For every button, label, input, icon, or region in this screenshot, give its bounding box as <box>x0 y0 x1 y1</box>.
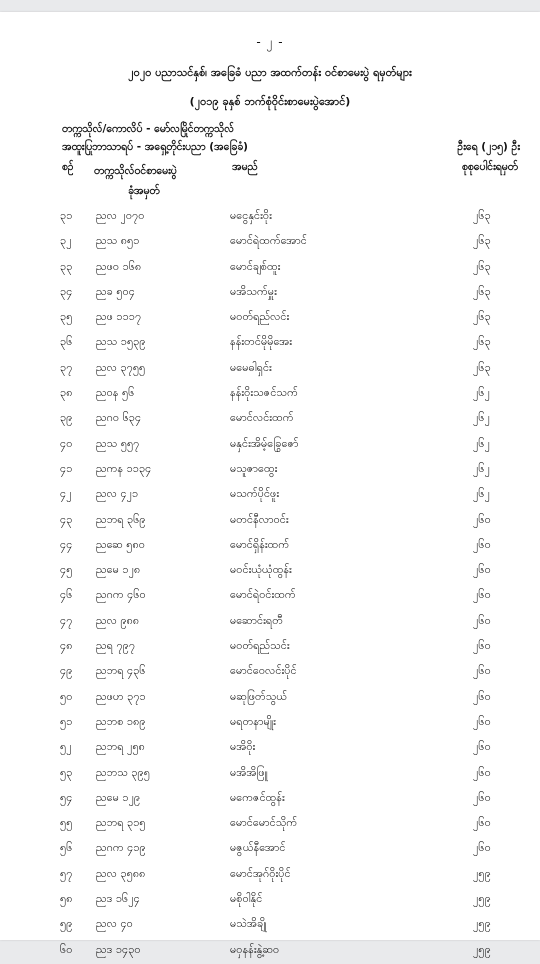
table-row <box>0 762 540 787</box>
serial-cell: ၅၅ <box>60 816 73 830</box>
serial-cell: ၆၀ <box>60 942 73 956</box>
header-roll-line2: ခုံအမှတ် <box>128 185 160 197</box>
serial-cell: ၄၃ <box>60 512 73 526</box>
name-cell: မောင်ရဲထက်အောင် <box>230 234 307 248</box>
serial-cell: ၃၄ <box>60 284 73 298</box>
serial-cell: ၅၆ <box>60 841 73 855</box>
serial-cell: ၄၀ <box>60 436 73 450</box>
roll-number-cell: ညလ ၂၀၇၀ <box>96 209 145 222</box>
table-row <box>0 635 540 660</box>
name-cell: နန်းတင်မိုမိုအေး <box>230 335 292 349</box>
name-cell: မတင်နီလာဝင်း <box>230 512 289 526</box>
roll-number-cell: ညသ ၈၅၁ <box>96 234 140 248</box>
total-cell: ၂၆၃ <box>473 335 491 349</box>
name-cell: မဝတ်ရည်လင်း <box>230 310 290 324</box>
name-cell: မအိဝိုး <box>230 740 256 754</box>
roll-number-cell: ညဂက ၄၁၉ <box>96 841 146 855</box>
serial-cell: ၃၉ <box>60 411 73 425</box>
serial-cell: ၃၇ <box>60 360 73 374</box>
name-cell: မနှင်းအိမ့်ခြွေဇော် <box>230 436 299 450</box>
name-cell: မဆောင်းရတီ <box>230 613 283 627</box>
document-page <box>0 12 540 956</box>
name-cell: မကေဇင်ထွန်း <box>230 790 285 804</box>
roll-number-cell: ညသ ၁၅၃၉ <box>96 335 146 349</box>
total-cell: ၂၆၂ <box>473 436 490 450</box>
roll-number-cell: ညဆေ ၅၈၀ <box>96 537 145 551</box>
roll-number-cell: ညဘသ ၃၉၅ <box>96 765 150 779</box>
serial-cell: ၃၅ <box>60 310 73 324</box>
roll-number-cell: ညလ ၉၈၈ <box>96 613 140 627</box>
table-row <box>0 483 540 508</box>
total-cell: ၂၅၉ <box>473 942 491 956</box>
roll-number-cell: ညကန ၁၁၃၄ <box>96 461 152 475</box>
roll-number-cell: ညဝန ၅၆ <box>96 386 135 400</box>
serial-cell: ၄၉ <box>60 664 73 678</box>
total-cell: ၂၆၀ <box>473 689 491 703</box>
name-cell: နန်းဝိုးသဇင်သက် <box>230 386 298 400</box>
name-cell: မောင်မောင်သိုက် <box>230 816 298 830</box>
serial-cell: ၄၄ <box>60 537 73 551</box>
serial-cell: ၄၁ <box>60 461 73 475</box>
table-row <box>0 812 540 837</box>
serial-cell: ၄၇ <box>60 613 73 627</box>
table-row <box>0 509 540 534</box>
total-cell: ၂၆၃ <box>473 310 491 324</box>
total-cell: ၂၆၀ <box>473 512 491 526</box>
table-row <box>0 534 540 559</box>
total-cell: ၂၆၀ <box>473 714 491 728</box>
roll-number-cell: ညဘရ ၃၁၅ <box>96 816 146 830</box>
serial-cell: ၃၃ <box>60 259 73 273</box>
serial-cell: ၅၀ <box>60 689 73 703</box>
table-row <box>0 205 540 230</box>
name-cell: မဝင်းယုံယုံထွန်း <box>230 563 292 577</box>
table-row <box>0 736 540 761</box>
total-cell: ၂၅၉ <box>473 917 491 931</box>
table-row <box>0 837 540 862</box>
table-row <box>0 331 540 356</box>
table-row <box>0 610 540 635</box>
name-cell: မဝှနန်းနွဲ့ဆဝ <box>230 942 280 956</box>
total-cell: ၂၆၂ <box>473 487 490 501</box>
table-row <box>0 230 540 255</box>
name-cell: မောင်ရှိန်းထက် <box>230 537 290 551</box>
name-cell: မသက်ပိုင်ဖူး <box>230 487 280 501</box>
total-cell: ၂၆၀ <box>473 639 491 653</box>
name-cell: မစိုဝါနိုင် <box>230 892 263 906</box>
roll-number-cell: ညခ ၅၀၄ <box>96 284 135 298</box>
table-row <box>0 787 540 812</box>
results-list <box>0 205 540 964</box>
total-cell: ၂၆၀ <box>473 664 491 678</box>
header-roll-line1: တက္ကသိုလ်ဝင်စာမေးပွဲ <box>94 165 177 177</box>
roll-number-cell: ညရ ၇၉၇ <box>96 639 136 653</box>
total-cell: ၂၆၃ <box>473 284 491 298</box>
name-cell: မောင်ရဲဝင်းထက် <box>230 588 296 602</box>
header-total: စုစုပေါင်းရမှတ် <box>461 161 518 173</box>
serial-cell: ၃၂ <box>60 234 72 248</box>
table-row <box>0 357 540 382</box>
roll-number-cell: ညလ ၄၀ <box>96 917 133 931</box>
roll-number-cell: ညလ ၃၅၈၈ <box>96 866 146 880</box>
roll-number-cell: ညမေ ၁၂၈ <box>96 563 141 577</box>
roll-number-cell: ညဘရ ၃၆၉ <box>96 512 146 526</box>
subject-line: အထူးပြုဘာသာရပ် - အရှေ့တိုင်းပညာ (အခြေခံ) <box>62 141 248 153</box>
total-cell: ၂၆၂ <box>473 386 490 400</box>
page-number: - ၂ - <box>256 35 284 49</box>
name-cell: မသဲအိချို <box>230 917 267 931</box>
serial-cell: ၄၆ <box>60 588 73 602</box>
serial-cell: ၅၄ <box>60 790 73 804</box>
table-row <box>0 256 540 281</box>
table-row <box>0 433 540 458</box>
total-cell: ၂၆၃ <box>473 234 491 248</box>
header-roll-number <box>94 161 177 201</box>
name-cell: မဝတ်ရည်သင်း <box>230 639 290 653</box>
table-row <box>0 584 540 609</box>
serial-cell: ၅၃ <box>60 765 73 779</box>
total-cell: ၂၆၀ <box>473 537 491 551</box>
name-cell: မမေဓါရှင်း <box>230 360 272 374</box>
candidate-count: ဦးရေ (၂၁၅) ဦး <box>457 141 520 153</box>
roll-number-cell: ညဂ၀ ၆၃၄ <box>96 411 142 425</box>
table-row <box>0 660 540 685</box>
header-name: အမည် <box>232 161 258 173</box>
total-cell: ၂၆၂ <box>473 411 490 425</box>
total-cell: ၂၅၉ <box>473 892 491 906</box>
total-cell: ၂၆၀ <box>473 790 491 804</box>
serial-cell: ၅၇ <box>60 866 73 880</box>
document-subtitle: (၂၀၁၉ ခုနှစ် ဘက်စုံဝိုင်းစာမေးပွဲအောင်) <box>189 95 351 108</box>
name-cell: မောင်အုဂ်ဝိုးပိုင် <box>230 866 291 880</box>
roll-number-cell: ညဘရ ၄၃၆ <box>96 664 146 678</box>
roll-number-cell: ညဖ၀ ၁၆၈ <box>96 259 142 273</box>
table-row <box>0 711 540 736</box>
total-cell: ၂၆၀ <box>473 563 491 577</box>
document-title: ၂၀၂၀ ပညာသင်နှစ်၊ အခြေခံ ပညာ အထက်တန်း ဝင်စာမေးပွဲ ရမှတ်များ <box>128 66 412 79</box>
total-cell: ၂၅၉ <box>473 866 491 880</box>
roll-number-cell: ညဂက ၄၆၀ <box>96 588 146 602</box>
roll-number-cell: ညဒ ၁၄၃၀ <box>96 942 141 956</box>
table-row <box>0 913 540 938</box>
roll-number-cell: ညဘရ ၂၅၈ <box>96 740 145 754</box>
roll-number-cell: ညမေ ၁၂၉ <box>96 790 141 804</box>
serial-cell: ၅၈ <box>60 892 73 906</box>
serial-cell: ၃၆ <box>60 335 73 349</box>
table-row <box>0 407 540 432</box>
serial-cell: ၅၉ <box>60 917 73 931</box>
name-cell: မောင်လင်းထက် <box>230 411 294 425</box>
serial-cell: ၄၈ <box>60 639 73 653</box>
total-cell: ၂၆၃ <box>473 360 491 374</box>
table-row <box>0 559 540 584</box>
total-cell: ၂၆၃ <box>473 259 491 273</box>
name-cell: မောင်ချစ်ထူး <box>230 259 281 273</box>
roll-number-cell: ညလ ၃၇၅၅ <box>96 360 146 374</box>
total-cell: ၂၆၀ <box>473 816 491 830</box>
name-cell: မောင်ဝေလင်းပိုင် <box>230 664 297 678</box>
roll-number-cell: ညဒ ၁၆၂၄ <box>96 892 140 906</box>
serial-cell: ၄၅ <box>60 563 73 577</box>
name-cell: မရတနာမျိုး <box>230 714 276 728</box>
name-cell: မအိသက်မှူး <box>230 284 277 298</box>
name-cell: မဆုဖြတ်သွယ် <box>230 689 288 703</box>
total-cell: ၂၆၀ <box>473 740 491 754</box>
total-cell: ၂၆၀ <box>473 613 491 627</box>
total-cell: ၂၆၀ <box>473 841 491 855</box>
total-cell: ၂၆၂ <box>473 461 490 475</box>
table-row <box>0 686 540 711</box>
table-row <box>0 863 540 888</box>
roll-number-cell: ညဘစ ၁၈၉ <box>96 714 146 728</box>
table-row <box>0 306 540 331</box>
name-cell: မအိအိဖြူ <box>230 765 268 779</box>
roll-number-cell: ညလ ၄၂၁ <box>96 487 139 501</box>
serial-cell: ၃၁ <box>60 209 73 222</box>
table-row <box>0 382 540 407</box>
roll-number-cell: ညသ ၅၅၇ <box>96 436 140 450</box>
serial-cell: ၃၈ <box>60 386 73 400</box>
table-row <box>0 458 540 483</box>
serial-cell: ၅၂ <box>60 740 72 754</box>
table-row <box>0 888 540 913</box>
total-cell: ၂၆၀ <box>473 588 491 602</box>
table-row <box>0 939 540 964</box>
university-line: တက္ကသိုလ်/ကောလိပ် - မော်လမြိုင်တက္ကသိုလ် <box>62 123 235 135</box>
serial-cell: ၅၁ <box>60 714 73 728</box>
header-serial: စဉ် <box>62 161 74 173</box>
roll-number-cell: ညဖ ၁၁၁၇ <box>96 310 142 324</box>
roll-number-cell: ညဖဟ ၃၇၁ <box>96 689 146 703</box>
name-cell: မဇွယ်နီအောင် <box>230 841 286 855</box>
name-cell: မသူဇာထွေး <box>230 461 278 475</box>
name-cell: မငွေနှင်းဝိုး <box>230 209 272 222</box>
total-cell: ၂၆၃ <box>473 209 491 222</box>
total-cell: ၂၆၀ <box>473 765 491 779</box>
table-row <box>0 281 540 306</box>
serial-cell: ၄၂ <box>60 487 72 501</box>
